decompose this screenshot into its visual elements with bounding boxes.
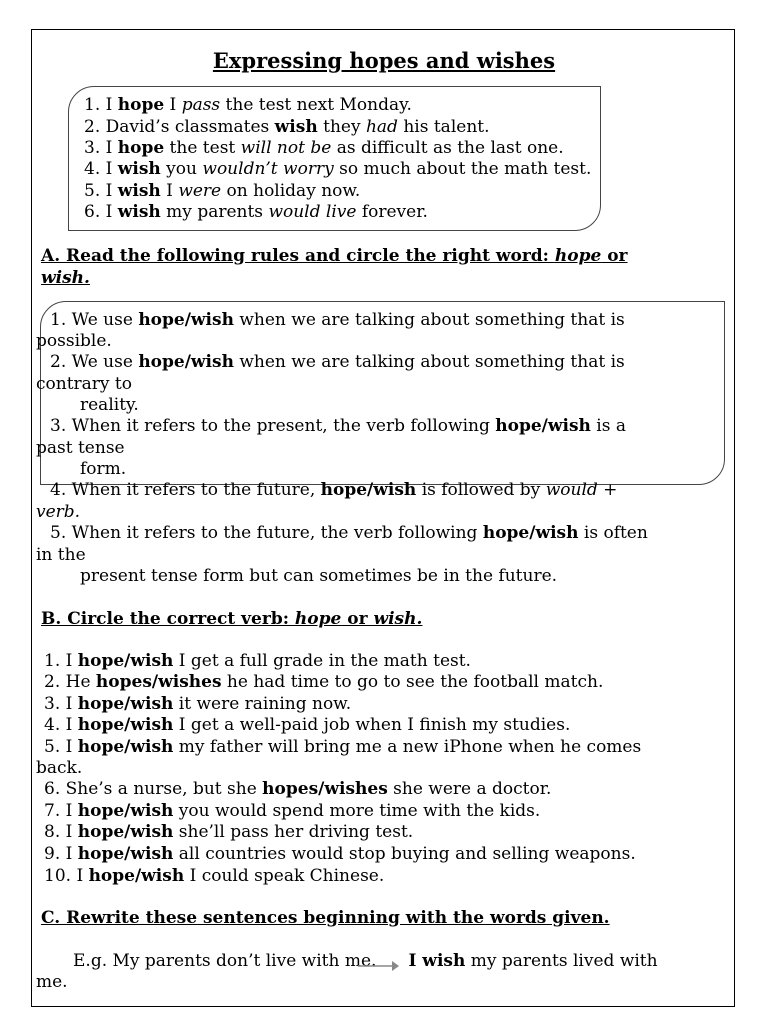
rule-5: 5. When it refers to the future, the verb following hope/wish is often	[50, 523, 648, 543]
example-5: 5. I wish I were on holiday now.	[84, 181, 361, 201]
exercise-b-5-cont: back.	[36, 758, 83, 778]
rule-1: 1. We use hope/wish when we are talking about something that is	[50, 310, 625, 330]
rule-2: 2. We use hope/wish when we are talking about something that is	[50, 352, 625, 372]
example-6: 6. I wish my parents would live forever.	[84, 202, 428, 222]
exercise-b-7: 7. I hope/wish you would spend more time with the kids.	[44, 801, 541, 821]
exercise-b-8: 8. I hope/wish she’ll pass her driving test.	[44, 822, 414, 842]
worksheet-title: Expressing hopes and wishes	[212, 48, 556, 73]
example-4: 4. I wish you wouldn’t worry so much about the math test.	[84, 159, 592, 179]
rule-5-cont: in the	[36, 545, 86, 565]
exercise-b-6: 6. She’s a nurse, but she hopes/wishes she were a doctor.	[44, 779, 552, 799]
rule-3-cont: past tense	[36, 438, 125, 458]
exercise-b-5: 5. I hope/wish my father will bring me a new iPhone when he comes	[44, 737, 642, 757]
exercise-b-1: 1. I hope/wish I get a full grade in the math test.	[44, 651, 471, 671]
arrow-icon	[356, 958, 400, 974]
rule-3-cont2: form.	[80, 459, 127, 479]
rule-3: 3. When it refers to the present, the verb following hope/wish is a	[50, 416, 627, 436]
example-3: 3. I hope the test will not be as difficult as the last one.	[84, 138, 564, 158]
exercise-b-10: 10. I hope/wish I could speak Chinese.	[44, 866, 385, 886]
section-c-heading: C. Rewrite these sentences beginning with the words given.	[41, 908, 610, 928]
section-b-heading: B. Circle the correct verb: hope or wish.	[41, 609, 423, 629]
rule-1-cont: possible.	[36, 331, 112, 351]
example-c-sentence: E.g. My parents don’t live with me. I wish my parents lived with	[73, 951, 658, 971]
exercise-b-2: 2. He hopes/wishes he had time to go to see the football match.	[44, 672, 604, 692]
rule-4: 4. When it refers to the future, hope/wish is followed by would +	[50, 480, 618, 500]
rule-2-cont: contrary to	[36, 374, 132, 394]
rule-2-cont2: reality.	[80, 395, 139, 415]
example-2: 2. David’s classmates wish they had his talent.	[84, 117, 490, 137]
section-a-heading-cont: wish.	[41, 268, 90, 288]
rule-4-cont: verb.	[36, 502, 81, 522]
rule-5-cont2: present tense form but can sometimes be in the future.	[80, 566, 558, 586]
example-c-cont: me.	[36, 972, 68, 992]
exercise-b-4: 4. I hope/wish I get a well-paid job when I finish my studies.	[44, 715, 571, 735]
section-a-heading: A. Read the following rules and circle the right word: hope or	[41, 246, 628, 266]
example-1: 1. I hope I pass the test next Monday.	[84, 95, 412, 115]
exercise-b-9: 9. I hope/wish all countries would stop buying and selling weapons.	[44, 844, 636, 864]
exercise-b-3: 3. I hope/wish it were raining now.	[44, 694, 352, 714]
